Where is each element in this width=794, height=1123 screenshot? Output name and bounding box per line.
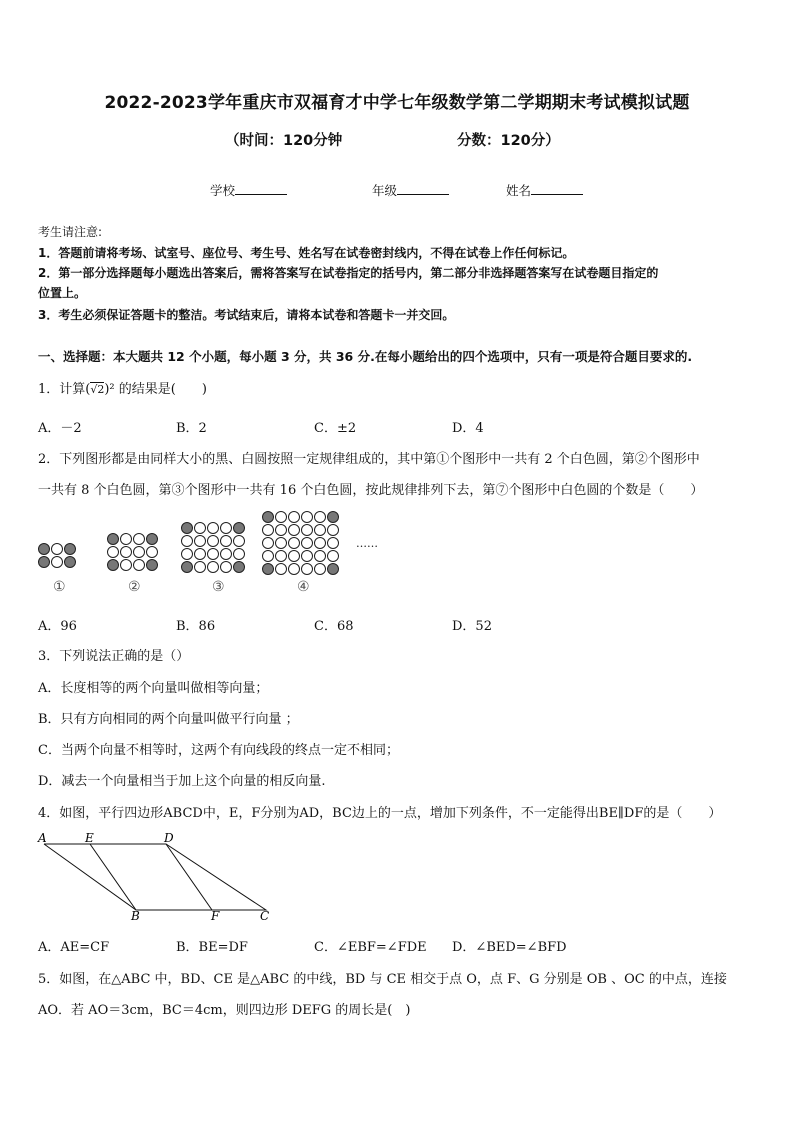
white-circle xyxy=(289,525,300,536)
white-circle xyxy=(195,536,206,547)
note-item: 3．考生必须保证答题卡的整洁。考试结束后，请将本试卷和答题卡一并交回。 xyxy=(38,308,455,322)
point-label-f: F xyxy=(211,909,220,922)
black-circle xyxy=(147,560,158,571)
q4-option-c[interactable]: C．∠EBF=∠FDE xyxy=(314,940,427,955)
question-4-stem: 4．如图，平行四边形ABCD中，E，F分别为AD，BC边上的一点，增加下列条件，不一定能得出BE∥DF的是（ ） xyxy=(38,806,722,821)
white-circle xyxy=(147,547,158,558)
name-field xyxy=(506,181,583,199)
parallelogram-abcd xyxy=(44,844,266,910)
q1-option-c[interactable]: C．±2 xyxy=(314,421,357,436)
white-circle xyxy=(302,512,313,523)
white-circle xyxy=(221,523,232,534)
white-circle xyxy=(276,551,287,562)
question-1-stem: 1．计算(√2)² 的结果是( ) xyxy=(38,382,207,397)
q4-option-b[interactable]: B．BE=DF xyxy=(176,940,248,955)
question-3-stem: 3．下列说法正确的是（） xyxy=(38,649,190,664)
segment-df xyxy=(166,844,212,910)
figure-label-1: ① xyxy=(53,579,66,595)
white-circle xyxy=(182,549,193,560)
white-circle xyxy=(52,557,63,568)
q2-option-a[interactable]: A．96 xyxy=(38,619,77,634)
white-circle xyxy=(302,525,313,536)
black-circle xyxy=(328,564,339,575)
white-circle xyxy=(328,551,339,562)
white-circle xyxy=(208,562,219,573)
notes-heading: 考生请注意: xyxy=(38,225,103,239)
white-circle xyxy=(121,534,132,545)
parallelogram-figure xyxy=(36,830,286,922)
white-circle xyxy=(263,551,274,562)
name-label: 姓名 xyxy=(506,183,532,198)
white-circle xyxy=(315,538,326,549)
white-circle xyxy=(302,551,313,562)
school-label: 学校 xyxy=(210,183,236,198)
white-circle xyxy=(289,538,300,549)
white-circle xyxy=(221,536,232,547)
white-circle xyxy=(276,525,287,536)
school-blank[interactable] xyxy=(235,183,287,195)
white-circle xyxy=(234,549,245,560)
white-circle xyxy=(52,544,63,555)
black-circle xyxy=(108,560,119,571)
white-circle xyxy=(302,538,313,549)
white-circle xyxy=(315,525,326,536)
section-heading: 一、选择题：本大题共 12 个小题，每小题 3 分，共 36 分.在每小题给出的四个选项中，只有一项是符合题目要求的. xyxy=(38,349,693,364)
note-item: 2．第一部分选择题每小题选出答案后，需将答案写在试卷指定的括号内，第二部分非选择题答案写在试卷题目指定的 xyxy=(38,266,659,280)
question-5-line2: AO．若 AO＝3cm，BC＝4cm，则四边形 DEFG 的周长是( ) xyxy=(38,1003,411,1018)
point-label-c: C xyxy=(260,909,270,922)
white-circle xyxy=(289,564,300,575)
white-circle xyxy=(221,562,232,573)
black-circle xyxy=(234,523,245,534)
segment-be xyxy=(90,844,136,910)
white-circle xyxy=(134,547,145,558)
q3-option-a[interactable]: A．长度相等的两个向量叫做相等向量； xyxy=(38,681,269,696)
black-circle xyxy=(182,523,193,534)
black-circle xyxy=(147,534,158,545)
black-circle xyxy=(108,534,119,545)
circle-pattern-figure xyxy=(30,505,390,600)
point-label-e: E xyxy=(85,831,94,845)
white-circle xyxy=(263,525,274,536)
grade-field xyxy=(372,181,449,199)
q2-option-c[interactable]: C．68 xyxy=(314,619,354,634)
figure-label-3: ③ xyxy=(212,579,225,595)
white-circle xyxy=(195,562,206,573)
q4-option-d[interactable]: D．∠BED=∠BFD xyxy=(452,940,567,955)
question-2-line2: 一共有 8 个白色圆，第③个图形中一共有 16 个白色圆，按此规律排列下去，第⑦个图形中白色圆的个数是（ ） xyxy=(38,483,704,498)
white-circle xyxy=(276,538,287,549)
white-circle xyxy=(208,536,219,547)
white-circle xyxy=(121,560,132,571)
q3-option-b[interactable]: B．只有方向相同的两个向量叫做平行向量 ； xyxy=(38,712,299,727)
note-item: 位置上。 xyxy=(38,286,87,300)
white-circle xyxy=(134,534,145,545)
q1-option-b[interactable]: B．2 xyxy=(176,421,207,436)
q2-option-b[interactable]: B．86 xyxy=(176,619,216,634)
black-circle xyxy=(65,544,76,555)
exam-score: 分数：120分） xyxy=(457,133,560,149)
black-circle xyxy=(65,557,76,568)
white-circle xyxy=(315,564,326,575)
q4-option-a[interactable]: A．AE=CF xyxy=(38,940,110,955)
sqrt-two: √2 xyxy=(90,383,105,396)
white-circle xyxy=(315,512,326,523)
white-circle xyxy=(315,551,326,562)
figure-label-4: ④ xyxy=(297,579,310,595)
exam-title: 2022-2023学年重庆市双福育才中学七年级数学第二学期期末考试模拟试题 xyxy=(104,93,690,113)
point-label-a: A xyxy=(38,831,47,845)
white-circle xyxy=(289,512,300,523)
note-item: 1．答题前请将考场、试室号、座位号、考生号、姓名写在试卷密封线内，不得在试卷上作任何标记。 xyxy=(38,246,575,260)
black-circle xyxy=(39,544,50,555)
white-circle xyxy=(276,564,287,575)
white-circle xyxy=(195,523,206,534)
white-circle xyxy=(328,525,339,536)
white-circle xyxy=(263,538,274,549)
white-circle xyxy=(208,523,219,534)
white-circle xyxy=(234,536,245,547)
q3-option-c[interactable]: C．当两个向量不相等时，这两个有向线段的终点一定不相同； xyxy=(38,743,399,758)
black-circle xyxy=(328,512,339,523)
white-circle xyxy=(134,560,145,571)
white-circle xyxy=(182,536,193,547)
black-circle xyxy=(263,512,274,523)
point-label-b: B xyxy=(131,909,140,922)
q3-option-d[interactable]: D．减去一个向量相当于加上这个向量的相反向量. xyxy=(38,774,326,789)
question-5-line1: 5．如图，在△ABC 中，BD、CE 是△ABC 的中线，BD 与 CE 相交于点 O，点 F、G 分别是 OB 、OC 的中点，连接 xyxy=(38,972,727,987)
pattern-ellipsis: …… xyxy=(356,537,378,550)
q1-option-d[interactable]: D．4 xyxy=(452,421,484,436)
question-2-line1: 2．下列图形都是由同样大小的黑、白圆按照一定规律组成的，其中第①个图形中一共有 2 个白色圆，第②个图形中 xyxy=(38,452,700,467)
black-circle xyxy=(39,557,50,568)
white-circle xyxy=(328,538,339,549)
black-circle xyxy=(234,562,245,573)
white-circle xyxy=(302,564,313,575)
point-label-d: D xyxy=(164,831,174,845)
white-circle xyxy=(276,512,287,523)
exam-time: （时间：120分钟 xyxy=(225,133,343,149)
black-circle xyxy=(182,562,193,573)
school-field xyxy=(210,181,287,199)
q2-option-d[interactable]: D．52 xyxy=(452,619,492,634)
figure-label-2: ② xyxy=(128,579,141,595)
white-circle xyxy=(208,549,219,560)
name-blank[interactable] xyxy=(531,183,583,195)
white-circle xyxy=(289,551,300,562)
white-circle xyxy=(108,547,119,558)
white-circle xyxy=(221,549,232,560)
white-circle xyxy=(121,547,132,558)
white-circle xyxy=(195,549,206,560)
grade-blank[interactable] xyxy=(397,183,449,195)
grade-label: 年级 xyxy=(372,183,398,198)
black-circle xyxy=(263,564,274,575)
q1-option-a[interactable]: A．－2 xyxy=(38,421,82,436)
